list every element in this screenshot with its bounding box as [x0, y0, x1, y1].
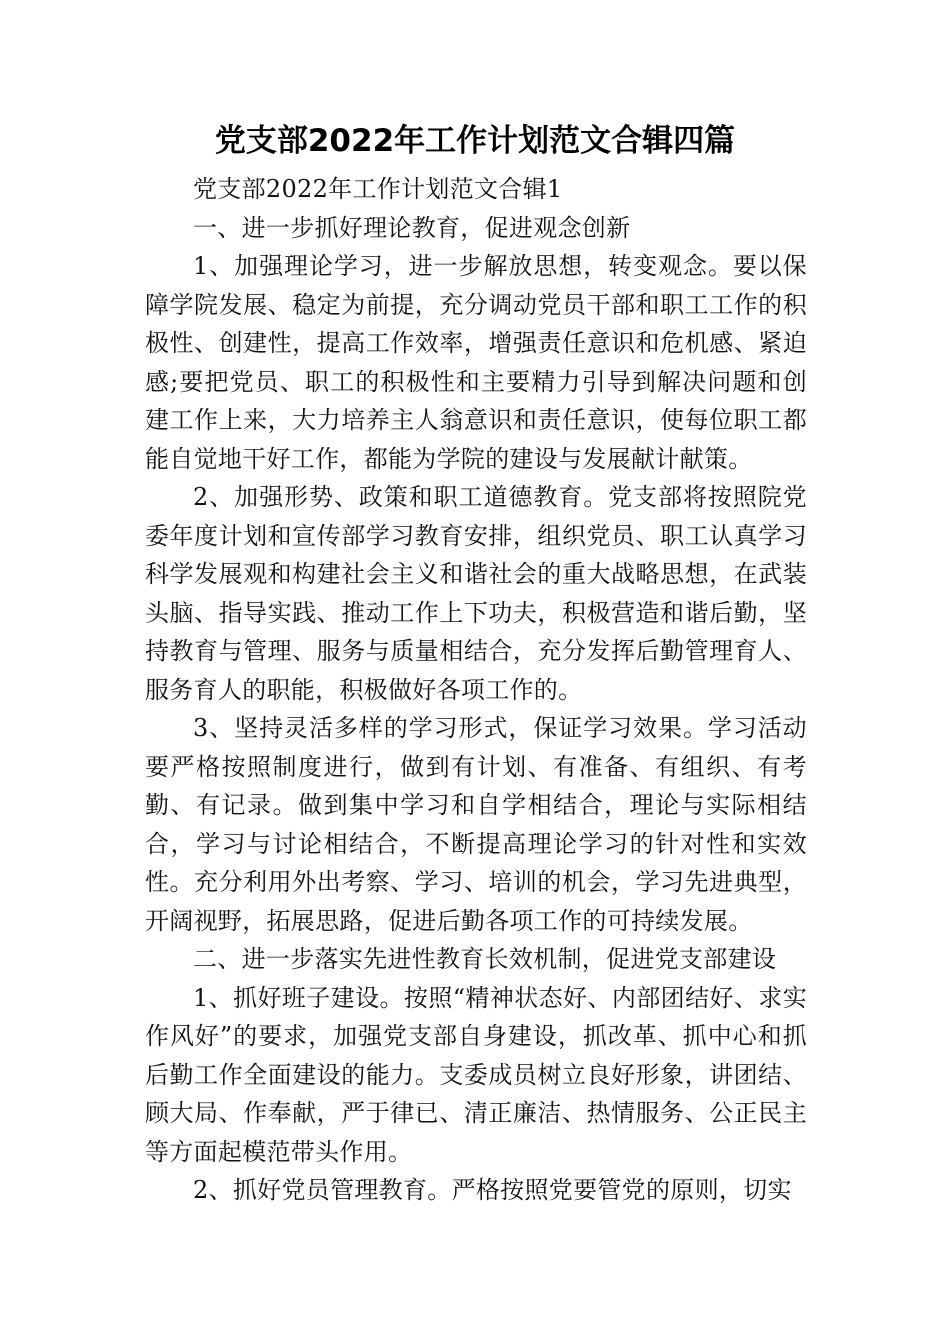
document-body [145, 170, 807, 1210]
subtitle-paragraph: 党支部2022年工作计划范文合辑1 [193, 175, 563, 203]
body-paragraph: 3、坚持灵活多样的学习形式，保证学习效果。学习活动要严格按照制度进行，做到有计划、有准备、有组织、有考勤、有记录。做到集中学习和自学相结合，理论与实际相结合，学习与讨论相结合，不断提高理论学习的针对性和实效性。充分利用外出考察、学习、培训的机会，学习先进典型，开阔视野，拓展思路，促进后勤各项工作的可持续发展。 [145, 714, 807, 935]
body-paragraph: 1、加强理论学习，进一步解放思想，转变观念。要以保障学院发展、稳定为前提，充分调动党员干部和职工工作的积极性、创建性，提高工作效率，增强责任意识和危机感、紧迫感;要把党员、职工的积极性和主要精力引导到解决问题和创建工作上来，大力培养主人翁意识和责任意识，使每位职工都能自觉地干好工作，都能为学院的建设与发展献计献策。 [145, 252, 807, 473]
document-title: 党支部2022年工作计划范文合辑四篇 [214, 123, 736, 159]
body-paragraph: 1、抓好班子建设。按照“精神状态好、内部团结好、求实作风好”的要求，加强党支部自身建设，抓改革、抓中心和抓后勤工作全面建设的能力。支委成员树立良好形象，讲团结、顾大局、作奉献，严于律已、清正廉洁、热情服务、公正民主等方面起模范带头作用。 [145, 983, 807, 1166]
body-paragraph: 2、抓好党员管理教育。严格按照党要管党的原则，切实 [193, 1176, 792, 1204]
section-heading-2: 二、进一步落实先进性教育长效机制，促进党支部建设 [193, 945, 777, 973]
section-heading-1: 一、进一步抓好理论教育，促进观念创新 [193, 213, 631, 242]
body-paragraph: 2、加强形势、政策和职工道德教育。党支部将按照院党委年度计划和宣传部学习教育安排，组织党员、职工认真学习科学发展观和构建社会主义和谐社会的重大战略思想，在武装头脑、指导实践、推动工作上下功夫，积极营造和谐后勤，坚持教育与管理、服务与质量相结合，充分发挥后勤管理育人、服务育人的职能，积极做好各项工作的。 [145, 483, 807, 704]
